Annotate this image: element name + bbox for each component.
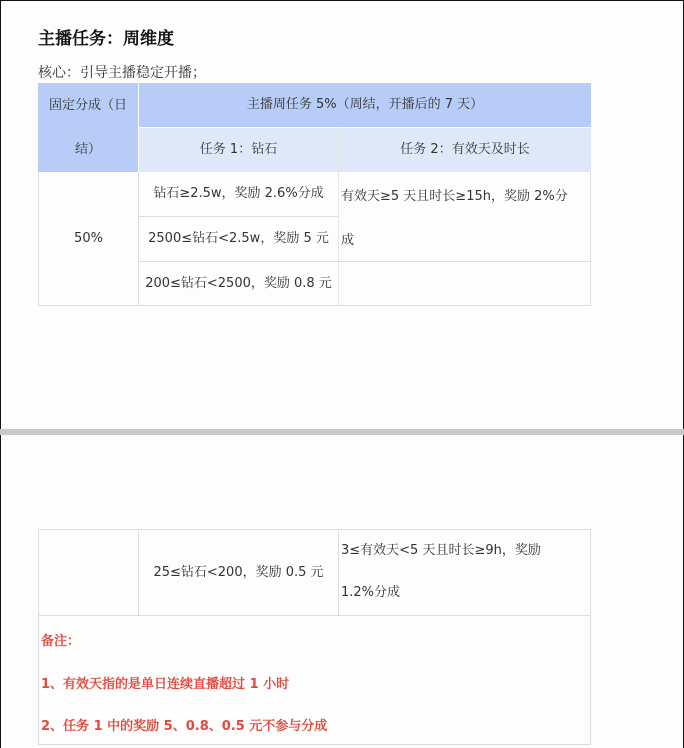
notes-label: 备注： [41,634,81,649]
document-title: 主播任务：周维度 [38,29,174,49]
task2-tier-1 [339,175,591,261]
grid-line [338,261,591,262]
header-fixed-share-line1: 固定分成（日 [48,97,127,113]
task2-tier-2 [339,530,591,615]
grid-line [38,305,591,306]
notes-cell [38,616,591,745]
task2-tier-1-line2: 成 [341,233,355,248]
task2-tier-2-line2: 1.2%分成 [341,585,401,600]
note-item-2: 2、任务 1 中的奖励 5、0.8、0.5 元不参与分成 [41,719,328,734]
task1-tier-1: 钻石≥2.5w，奖励 2.6%分成 [153,186,324,201]
task2-tier-1-line1: 有效天≥5 天且时长≥15h，奖励 2%分 [341,189,568,204]
header-fixed-share-line2: 结） [74,141,101,157]
task2-tier-2-line1: 3≤有效天<5 天且时长≥9h，奖励 [341,543,541,558]
fixed-share-value: 50% [74,230,103,246]
grid-line [38,529,39,616]
header-task1: 任务 1：钻石 [139,128,338,172]
header-task2: 任务 2：有效天及时长 [339,128,591,172]
task1-tier-2: 2500≤钻石<2.5w，奖励 5 元 [148,231,329,246]
header-fixed-share [38,83,138,172]
task1-tier-3: 200≤钻石<2500，奖励 0.8 元 [145,275,332,291]
note-item-1: 1、有效天指的是单日连续直播超过 1 小时 [41,677,290,692]
document-subtitle: 核心：引导主播稳定开播； [38,65,206,81]
header-weekly-task-group: 主播周任务 5%（周结，开播后的 7 天） [139,83,591,127]
task1-tier-4: 25≤钻石<200，奖励 0.5 元 [153,564,324,580]
